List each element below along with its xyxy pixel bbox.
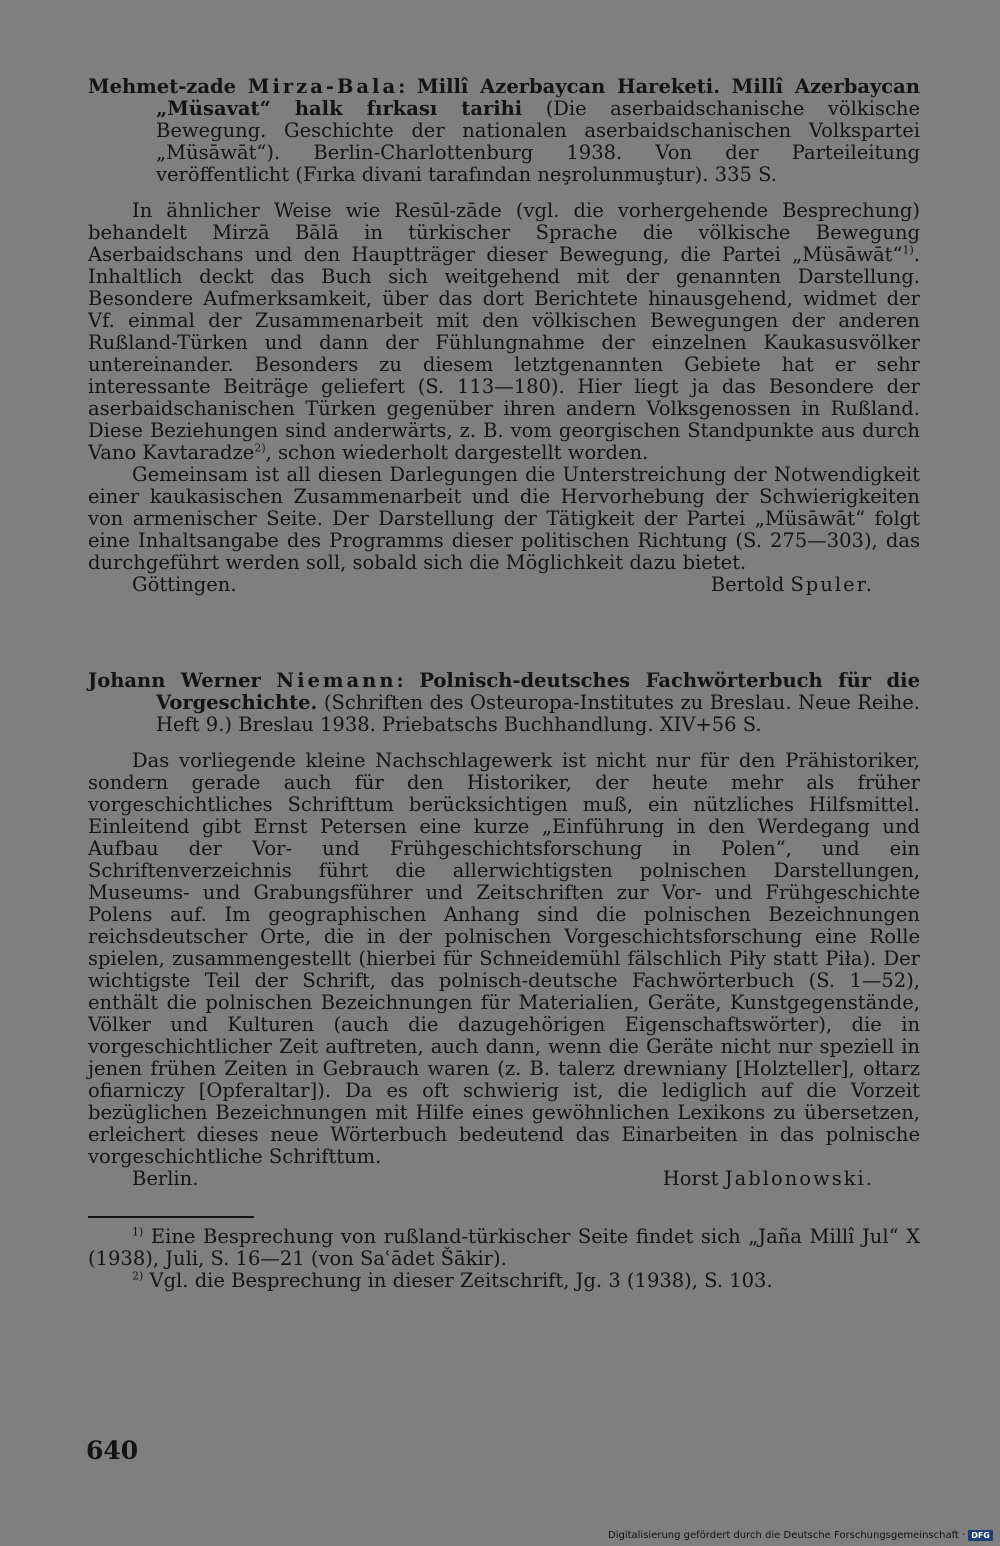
footnote-ref-2: 2) <box>254 441 266 455</box>
page-content <box>88 76 920 1292</box>
review-1-reviewer-last: Spuler. <box>790 573 874 596</box>
review-1-book-title: Millî Azerbaycan Hareketi. Millî Azerbaycan „Müsavat“ halk fırkası tarihi <box>156 75 920 120</box>
footnote-divider <box>88 1216 254 1218</box>
footnote-2-text: Vgl. die Besprechung in dieser Zeitschrift, Jg. 3 (1938), S. 103. <box>143 1269 773 1292</box>
review-1-paragraph-1 <box>88 200 920 464</box>
review-1-colon: : <box>398 75 418 98</box>
review-2-colon: : <box>396 669 420 692</box>
footnote-ref-1: 1) <box>902 243 914 257</box>
review-2-reviewer <box>663 1168 874 1190</box>
review-2-book-title: Polnisch-deutsches Fachwörterbuch für die Vorgeschichte. <box>156 669 920 714</box>
dfg-logo: DFG <box>968 1530 993 1541</box>
page-number: 640 <box>86 1436 139 1465</box>
review-2-reviewer-last: Jablonowski. <box>724 1167 874 1190</box>
review-1-signature <box>88 574 920 596</box>
review-1-reviewer-first: Bertold <box>710 573 791 596</box>
review-1-book-details: (Die aserbaidschanische völkische Bewegung. Geschichte der nationalen aserbaidschanischen Volkspartei „Müsāwāt“). Berlin-Charlottenburg 1938. Von der Parteileitung veröffentlicht (Fırka divani tarafından neşrolunmuştur). 335 S. <box>156 97 920 186</box>
review-2-signature <box>88 1168 920 1190</box>
footnote-2-mark: 2) <box>132 1269 144 1283</box>
review-1-paragraph-2: Gemeinsam ist all diesen Darlegungen die Unterstreichung der Notwendigkeit einer kaukasischen Zusammenarbeit und die Hervorhebung der Schwierigkeiten von armenischer Seite. Der Darstellung der Tätigkeit der Partei „Müsāwāt“ folgt eine Inhaltsangabe des Programms dieser politischen Richtung (S. 275—303), das durchgeführt werden soll, sobald sich die Möglichkeit dazu bietet. <box>88 463 920 574</box>
review-1-heading <box>88 76 920 186</box>
review-1-p1-text-a: In ähnlicher Weise wie Resūl-zāde (vgl. die vorhergehende Besprechung) behandelt Mirzā Bālā in türkischer Sprache die völkische Bewegung Aserbaidschans und den Hauptträger dieser Bewegung, die Partei „Müsāwāt“ <box>88 199 920 266</box>
review-1-author: Mehmet-zade <box>88 75 248 98</box>
review-1-place: Göttingen. <box>132 573 237 596</box>
review-1-p1-text-c: , schon wiederholt dargestellt worden. <box>265 441 649 464</box>
review-2-reviewer-first: Horst <box>662 1167 725 1190</box>
review-1-reviewer <box>711 574 874 596</box>
footnote-2 <box>88 1270 920 1292</box>
review-2-author-surname: Niemann <box>276 669 397 692</box>
review-1-p1-text-b: . Inhaltlich deckt das Buch sich weitgehend mit der genannten Darstellung. Besondere Aufmerksamkeit, über das dort Berichtete hinausgehend, widmet der Vf. einmal der Zusammenarbeit mit den völkischen Bewegungen der anderen Rußland-Türken und dann der Fühlungnahme der einzelnen Kaukasusvölker untereinander. Besonders zu diesem letztgenannten Gebiete hat er sehr interessante Beiträge geliefert (S. 113—180). Hier liegt ja das Besondere der aserbaidschanischen Türken gegenüber ihren andern Volksgenossen in Rußland. Diese Beziehungen sind anderwärts, z. B. vom georgischen Standpunkte aus durch Vano Kavtaradze <box>88 243 920 464</box>
footnote-1 <box>88 1226 920 1270</box>
review-1-author-surname: Mirza-Bala <box>247 75 399 98</box>
footnote-1-mark: 1) <box>132 1225 144 1239</box>
footnote-1-text: Eine Besprechung von rußland-türkischer Seite findet sich „Jaña Millî Jul“ X (1938), Juli, S. 16—21 (von Saʿādet Šākir). <box>88 1225 920 1270</box>
credit-text: Digitalisierung gefördert durch die Deutsche Forschungsgemeinschaft · <box>608 1530 966 1541</box>
review-2-author: Johann Werner <box>88 669 277 692</box>
review-2-book-details: (Schriften des Osteuropa-Institutes zu Breslau. Neue Reihe. Heft 9.) Breslau 1938. Priebatschs Buchhandlung. XIV+56 S. <box>156 691 920 736</box>
review-2-paragraph-1: Das vorliegende kleine Nachschlagewerk ist nicht nur für den Prähistoriker, sondern gerade auch für den Historiker, der heute mehr als früher vorgeschichtliches Schrifttum berücksichtigen muß, ein nützliches Hilfsmittel. Einleitend gibt Ernst Petersen eine kurze „Einführung in den Werdegang und Aufbau der Vor- und Frühgeschichtsforschung in Polen“, und ein Schriftenverzeichnis führt die allerwichtigsten polnischen Darstellungen, Museums- und Grabungsführer und Zeitschriften zur Vor- und Frühgeschichte Polens auf. Im geographischen Anhang sind die polnischen Bezeichnungen reichsdeutscher Orte, die in der polnischen Vorgeschichtsforschung eine Rolle spielen, zusammengestellt (hierbei für Schneidemühl fälschlich Piły statt Piła). Der wichtigste Teil der Schrift, das polnisch-deutsche Fachwörterbuch (S. 1—52), enthält die polnischen Bezeichnungen für Materialien, Geräte, Kunstgegenstände, Völker und Kulturen (auch die dazugehörigen Eigenschaftswörter), die in vorgeschichtlicher Zeit auftreten, auch dann, wenn die Geräte nicht nur speziell in jenen frühen Zeiten in Gebrauch waren (z. B. talerz drewniany [Holzteller], ołtarz ofiarniczy [Opferaltar]). Da es oft schwierig ist, die lediglich auf die Vorzeit bezüglichen Bezeichnungen mit Hilfe eines gewöhnlichen Lexikons zu übersetzen, erleichert dieses neue Wörterbuch bedeutend das Einarbeiten in das polnische vorgeschichtliche Schrifttum. <box>88 749 920 1168</box>
review-2-heading <box>88 670 920 736</box>
digitization-credit <box>608 1530 993 1541</box>
review-2-place: Berlin. <box>132 1167 199 1190</box>
